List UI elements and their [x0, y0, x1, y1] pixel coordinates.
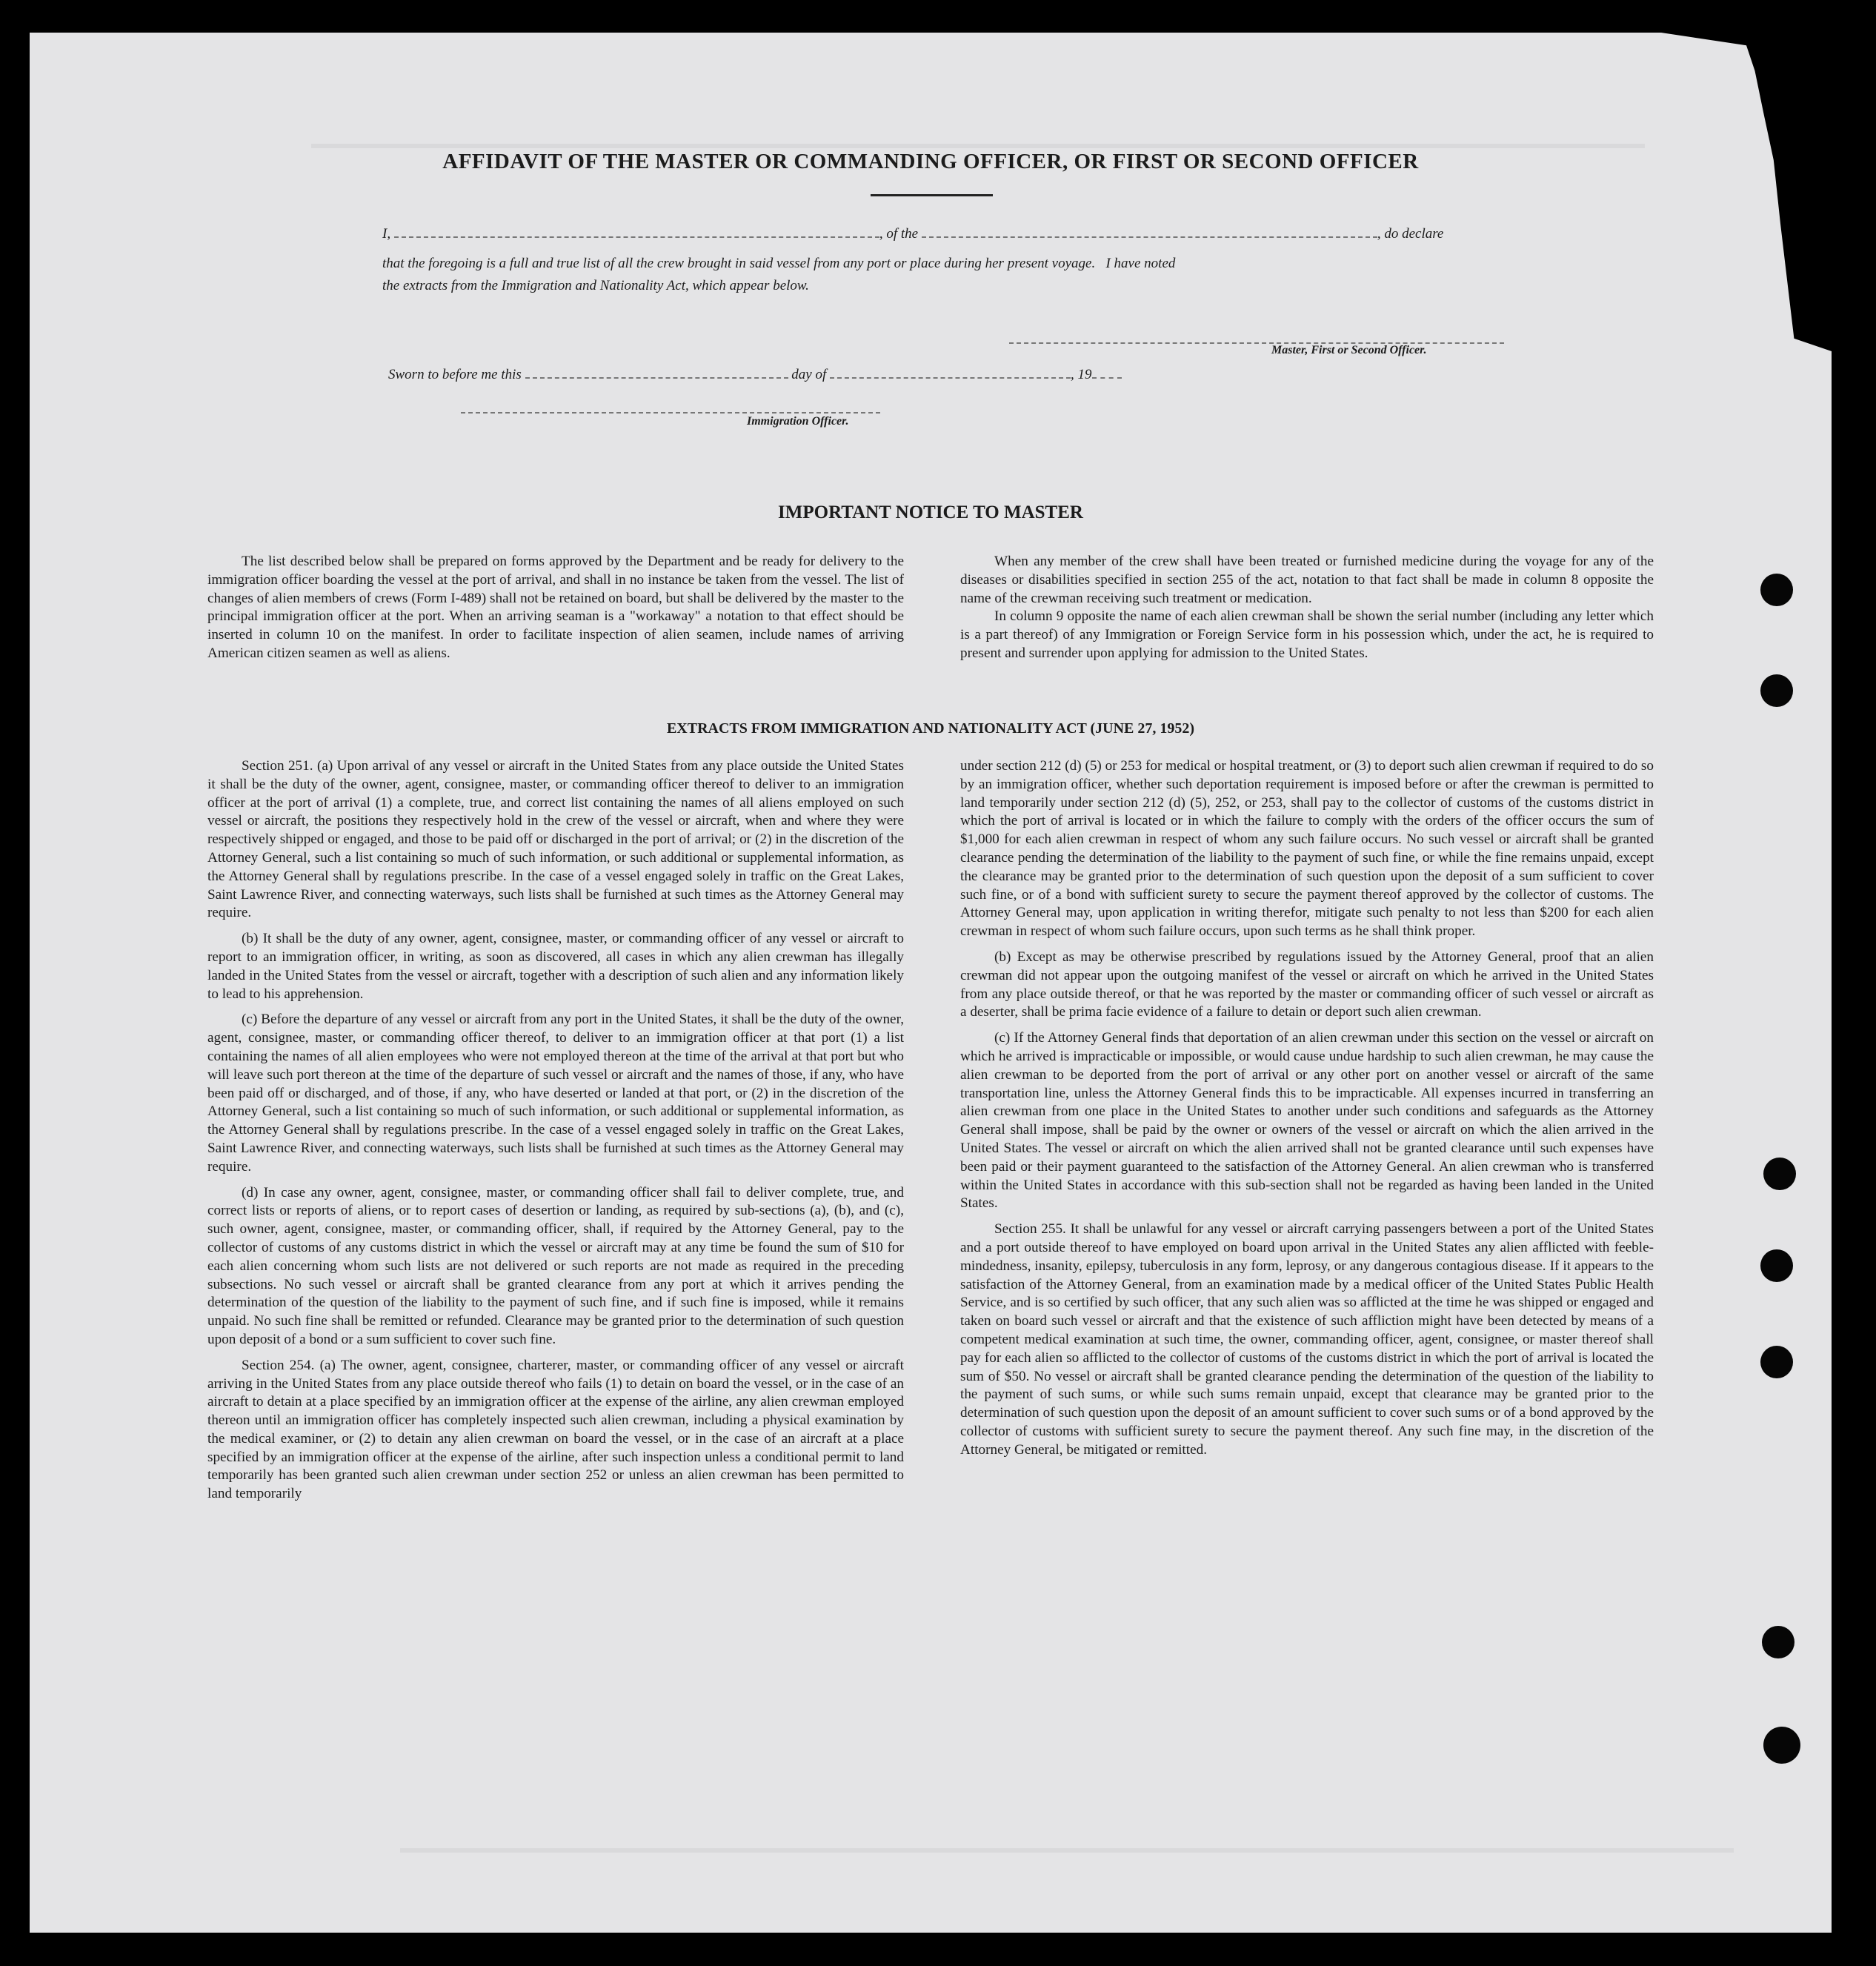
master-signature-line[interactable] — [1009, 342, 1504, 344]
notice-right-column — [960, 553, 1654, 671]
master-caption: Master, First or Second Officer. — [1271, 344, 1427, 356]
extracts-left-column — [207, 757, 904, 1511]
punch-hole — [1760, 574, 1793, 606]
name-blank[interactable] — [394, 226, 879, 238]
extract-paragraph: Section 251. (a) Upon arrival of any vessel or aircraft in the United States from any place outside the United States it shall be the duty of the owner, agent, consignee, master, or commanding officer thereof to deliver to an immigration officer at the port of arrival (1) a complete, true, and correct list containing the names of all aliens employed on such vessel or aircraft, the positions they respectively hold in the crew of the vessel or aircraft, when and where they were respectively shipped or engaged, and those to be paid off or discharged in the port of arrival; or (2) in the discretion of the Attorney General, such a list containing so much of such information, or such additional or supplemental information, as the Attorney General shall by regulations prescribe. In the case of a vessel engaged solely in traffic on the Great Lakes, Saint Lawrence River, and connecting waterways, such lists shall be furnished at such times as the Attorney General may require. — [207, 758, 904, 921]
punch-hole — [1760, 674, 1793, 707]
declaration-line-2: that the foregoing is a full and true list of all the crew brought in said vessel from any port or place during her present voyage. I have noted — [382, 256, 1176, 271]
declaration-line-1 — [382, 221, 1538, 248]
day-of-label: day of — [791, 367, 827, 382]
affidavit-title: AFFIDAVIT OF THE MASTER OR COMMANDING OFFICER, OR FIRST OR SECOND OFFICER — [442, 150, 1419, 173]
extract-paragraph: (b) Except as may be otherwise prescribed by regulations issued by the Attorney General, proof that an alien crewman did not appear upon the outgoing manifest of the vessel or aircraft on which he arrived in the United States from any place outside thereof, or that he was reported by the master or commanding officer of such vessel or aircraft as a deserter, shall be prima facie evidence of a failure to detain or deport such alien crewman. — [960, 949, 1654, 1020]
year-prefix: , 19 — [1071, 367, 1092, 382]
decl-of-the: , of the — [879, 226, 919, 242]
vessel-blank[interactable] — [922, 226, 1377, 238]
extracts-right-column — [960, 757, 1654, 1467]
extract-paragraph: Section 254. (a) The owner, agent, consignee, charterer, master, or commanding officer of any vessel or aircraft arriving in the United States from any place outside thereof who fails (1) to detain on board the vessel, or in the case of an aircraft to detain at a place specified by an immigration officer at the expense of the airline, any alien crewman employed thereon until an immigration officer has completely inspected such alien crewman, including a physical examination by the medical examiner, or (2) to detain any alien crewman on board the vessel, or in the case of an aircraft at a place specified by an immigration officer at the expense of the airline, after such inspection unless a conditional permit to land temporarily has been granted such alien crewman under section 252 or unless an alien crewman has been permitted to land temporarily — [207, 1357, 904, 1502]
extract-paragraph: (c) Before the departure of any vessel or aircraft from any port in the United States, it shall be the duty of the owner, agent, consignee, master, or commanding officer thereof, to deliver to an immigration officer at that port (1) a list containing the names of all alien employees who were not employed thereon at the time of the arrival at that port but who will leave such port thereon at the time of the departure of such vessel or aircraft and the names of those, if any, who have been paid off or discharged, and of those, if any, who have deserted or landed at that port, or (2) in the discretion of the Attorney General, such a list containing so much of such information, or such additional or supplemental information, as the Attorney General shall by regulations prescribe. In the case of a vessel engaged solely in traffic on the Great Lakes, Saint Lawrence River, and connecting waterways, such lists shall be furnished at such times as the Attorney General may require. — [207, 1012, 904, 1175]
title-underline — [871, 194, 993, 196]
sworn-day-blank[interactable] — [525, 367, 788, 379]
extract-paragraph: (c) If the Attorney General finds that deportation of an alien crewman under this section on the vessel or aircraft on which he arrived is impracticable or impossible, or would cause undue hardship to such alien crewman, he may cause the alien crewman to be deported from the port of arrival or any other port on another vessel or aircraft of the same transportation line, unless the Attorney General finds this to be impracticable. All expenses incurred in transferring an alien crewman from one place in the United States to another under such conditions and safeguards as the Attorney General shall impose, shall be paid by the owner or owners of the vessel or aircraft on which the alien arrived in the United States. The vessel or aircraft on which the alien arrived shall not be granted clearance until such expenses have been paid or their payment guaranteed to the satisfaction of the Attorney General. An alien crewman who is transferred within the United States in accordance with this sub-section shall not be regarded as having been landed in the United States. — [960, 1030, 1654, 1212]
year-blank[interactable] — [1092, 367, 1122, 379]
extract-paragraph: (d) In case any owner, agent, consignee, master, or commanding officer shall fail to deliver complete, true, and correct lists or reports of aliens, or to report cases of desertion or landing, as required by sub-sections (a), (b), and (c), such owner, agent, consignee, master, or commanding officer, shall, if required by the Attorney General, pay to the collector of customs of any customs district in which the vessel or aircraft may at any time be found the sum of $10 for each alien concerning whom such lists are not delivered or such reports are not made as required in the preceding subsections. No such vessel or aircraft shall be granted clearance from any port at which it arrives pending the determination of the question of the liability to the payment of such fine, and if such fine is imposed, while it remains unpaid. No such fine shall be remitted or refunded. Clearance may be granted prior to the determination of such question upon deposit of a bond or a sum sufficient to cover such fine. — [207, 1184, 904, 1347]
extract-paragraph: (b) It shall be the duty of any owner, agent, consignee, master, or commanding officer of any vessel or aircraft to report to an immigration officer, in writing, as soon as discovered, all cases in which any alien crewman has illegally landed in the United States from the vessel or aircraft, together with a description of such alien and any information likely to lead to his apprehension. — [207, 931, 904, 1002]
document-page — [30, 33, 1832, 1933]
torn-corner — [1661, 33, 1832, 351]
declaration-line-3: the extracts from the Immigration and Nationality Act, which appear below. — [382, 278, 809, 293]
notice-paragraph: When any member of the crew shall have been treated or furnished medicine during the voyage for any of the diseases or disabilities specified in section 255 of the act, notation to that fact shall be made in column 8 opposite the name of the crewman receiving such treatment or medication. — [960, 554, 1654, 606]
officer-caption: Immigration Officer. — [747, 415, 849, 428]
decl-do-declare: , do declare — [1377, 226, 1444, 242]
punch-hole — [1760, 1249, 1793, 1282]
bleed-through-top — [311, 114, 1645, 148]
bleed-through-bottom — [400, 1811, 1734, 1853]
extracts-title: EXTRACTS FROM IMMIGRATION AND NATIONALITY ACT (JUNE 27, 1952) — [666, 720, 1195, 737]
punch-hole — [1760, 1346, 1793, 1378]
officer-signature-line[interactable] — [461, 412, 880, 414]
punch-hole — [1763, 1727, 1800, 1764]
extract-paragraph: under section 212 (d) (5) or 253 for medical or hospital treatment, or (3) to deport such alien crewman if required to do so by an immigration officer, whether such deportation requirement is imposed before or after the crewman is permitted to land temporarily under section 212 (d) (5), 252, or 253, shall pay to the collector of customs of the customs district in which the port of arrival is located or in which the failure to comply with the orders of the officer occurs the sum of $1,000 for each alien crewman in respect of whom any such failure occurs. No such vessel or aircraft shall be granted clearance pending the determination of the liability to the payment of such fine, or while the fine remains unpaid, except the clearance may be granted prior to the determination of such question upon the deposit of a sum sufficient to cover such fine, or of a bond with sufficient surety to secure the payment thereof approved by the collector of customs. The Attorney General may, upon application in writing therefor, mitigate such penalty to not less than $200 for each alien crewman in respect of whom such failure occurs, upon such terms as he shall think proper. — [960, 758, 1654, 940]
notice-left-column — [207, 553, 904, 671]
punch-hole — [1763, 1158, 1796, 1190]
notice-paragraph: The list described below shall be prepared on forms approved by the Department and be ready for delivery to the immigration officer boarding the vessel at the port of arrival, and shall in no instance be taken from the vessel. The list of changes of alien members of crews (Form I-489) shall not be retained on board, but shall be delivered by the master to the principal immigration officer at the port. When an arriving seaman is a "workaway" a notation to that effect should be inserted in column 10 on the manifest. In order to facilitate inspection of alien seamen, include names of arriving American citizen seamen as well as aliens. — [207, 554, 904, 661]
notice-paragraph: In column 9 opposite the name of each alien crewman shall be shown the serial number (including any letter which is a part thereof) of any Immigration or Foreign Service form in his possession which, under the act, he is required to present and surrender upon applying for admission to the United States. — [960, 608, 1654, 661]
month-blank[interactable] — [830, 367, 1071, 379]
notice-title: IMPORTANT NOTICE TO MASTER — [778, 502, 1083, 522]
sworn-line — [388, 362, 1544, 388]
extract-paragraph: Section 255. It shall be unlawful for any vessel or aircraft carrying passengers between a port of the United States and a port outside thereof to have employed on board upon arrival in the United States any alien afflicted with feeble-mindedness, insanity, epilepsy, tuberculosis in any form, leprosy, or any dangerous contagious disease. If it appears to the satisfaction of the Attorney General, from an examination made by a medical officer of the United States Public Health Service, and is so certified by such officer, that any such alien was so afflicted at the time he was shipped or engaged and taken on board such vessel or aircraft and that the existence of such affliction might have been detected by means of a competent medical examination at such time, the owner, commanding officer, agent, consignee, or master thereof shall pay for each alien so afflicted to the collector of customs of the customs district in which the port of arrival is located the sum of $50. No vessel or aircraft shall be granted clearance pending the determination of the question of the liability to the payment of such sums, or while such sums remain unpaid, except that clearance may be granted prior to the determination of such question upon the deposit of an amount sufficient to cover such sums or of a bond approved by the collector of customs with sufficient surety to secure the payment thereof. Any such fine may, in the discretion of the Attorney General, be mitigated or remitted. — [960, 1221, 1654, 1458]
punch-hole — [1762, 1626, 1794, 1658]
sworn-label: Sworn to before me this — [388, 367, 522, 382]
decl-i: I, — [382, 226, 391, 242]
